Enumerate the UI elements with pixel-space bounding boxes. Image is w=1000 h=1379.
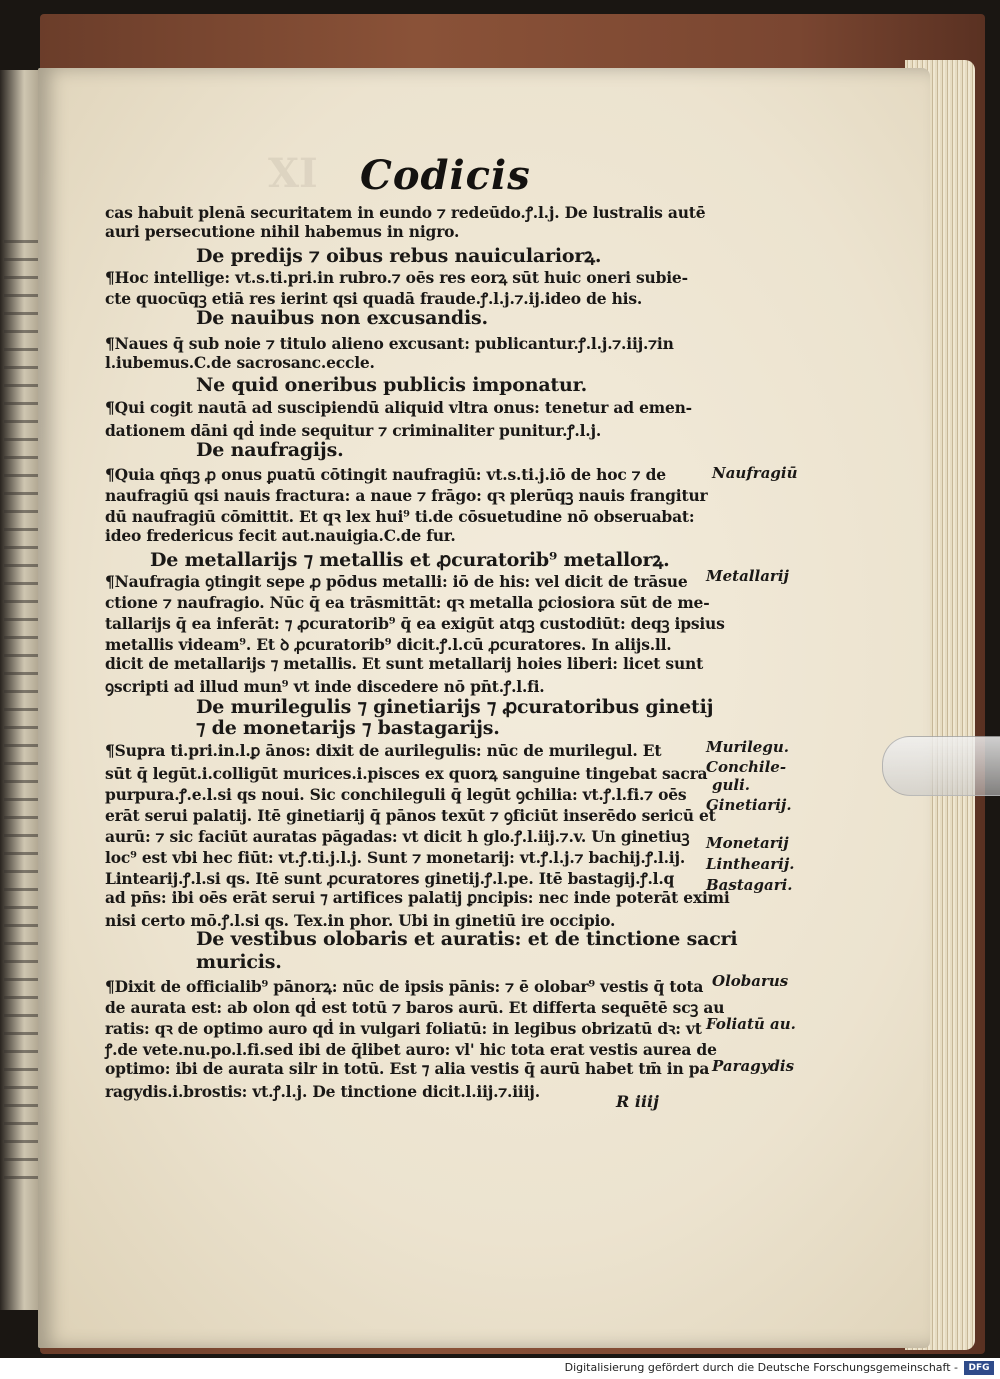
text-line: dicit de metallarijs ⁊ metallis. Et sunt metallarij hoies liberi: licet sunt xyxy=(105,654,704,673)
text-line: de aurata est: ab olon qḋ est totū ⁊ baros aurū. Et differta sequētē scꝫ au xyxy=(105,998,725,1017)
running-head: Codicis xyxy=(360,152,531,199)
section-heading: De vestibus olobaris et auratis: et de tinctione sacri xyxy=(196,928,738,950)
section-heading: De metallarijs ⁊ metallis et ꝓcuratorib⁹ metallorꝝ. xyxy=(150,549,670,571)
text-line: optimo: ibi de aurata silr in totū. Est ⁊ alia vestis q̄ aurū habet tm̄ in pa xyxy=(105,1059,710,1078)
text-line: metallis videam⁹. Et ꝺ ꝓcuratorib⁹ dicit.ꝭ.l.cū ꝓcuratores. In alijs.ll. xyxy=(105,635,672,654)
text-line: cte quocūqꝫ etiā res ierint qsi quadā fraude.ꝭ.l.j.⁊.ij.ideo de his. xyxy=(105,289,643,308)
text-line: ¶Supra ti.pri.in.l.ꝑ ānos: dixit de aurilegulis: nūc de murilegul. Et xyxy=(105,741,662,760)
text-line: dationem dāni qḋ inde sequitur ⁊ criminaliter punitur.ꝭ.l.j. xyxy=(105,421,602,440)
text-line: ꝯscripti ad illud mun⁹ vt inde discedere nō pn̄t.ꝭ.l.fi. xyxy=(105,677,545,696)
margin-note: Paragydis xyxy=(712,1057,795,1075)
margin-note: Linthearij. xyxy=(706,855,795,873)
margin-note: Conchile- xyxy=(706,758,787,776)
margin-note: Ginetiarij. xyxy=(706,796,792,814)
text-line: Lintearij.ꝭ.l.si qs. Itē sunt ꝓcuratores ginetij.ꝭ.l.pe. Itē bastagij.ꝭ.l.q xyxy=(105,869,675,888)
text-line: ratis: qꝛ de optimo auro qḋ in vulgari foliatū: in legibus obrizatū dꝛ: vt xyxy=(105,1019,702,1038)
text-line: cas habuit plenā securitatem in eundo ⁊ redeūdo.ꝭ.l.j. De lustralis autē xyxy=(105,203,706,222)
margin-note: Olobarus xyxy=(712,972,789,990)
text-line: auri persecutione nihil habemus in nigro. xyxy=(105,222,460,241)
margin-note: Bastagari. xyxy=(706,876,793,894)
text-line: ¶Quia qn̄qꝫ ꝓ onus ꝑuatū cōtingit naufragiū: vt.s.ti.j.iō de hoc ⁊ de xyxy=(105,465,666,484)
text-line: sūt q̄ legūt.i.colligūt murices.i.pisces ex quorꝝ sanguine tingebat sacra xyxy=(105,764,708,783)
section-heading: De naufragijs. xyxy=(196,439,344,461)
text-line: l.iubemus.C.de sacrosanc.eccle. xyxy=(105,353,375,372)
footer-bar xyxy=(0,1358,1000,1379)
section-heading: ⁊ de monetarijs ⁊ bastagarijs. xyxy=(196,717,500,739)
text-line: tallarijs q̄ ea inferāt: ⁊ ꝓcuratorib⁹ q̄ ea exigūt atqꝫ custodiūt: deqꝫ ipsius xyxy=(105,614,725,633)
book-page: XI xyxy=(38,68,930,1348)
text-line: purpura.ꝭ.e.l.si qs noui. Sic conchileguli q̄ legūt ꝯchilia: vt.ꝭ.l.fi.⁊ oēs xyxy=(105,785,687,804)
text-line: ¶Qui cogit nautā ad suscipiendū aliquid vltra onus: tenetur ad emen- xyxy=(105,398,692,417)
signature-mark: R iiij xyxy=(616,1092,659,1111)
section-heading: De nauibus non excusandis. xyxy=(196,307,488,329)
text-line: ctione ⁊ naufragio. Nūc q̄ ea trāsmittāt: qꝛ metalla ꝑciosiora sūt de me- xyxy=(105,593,710,612)
text-line: aurū: ⁊ sic faciūt auratas pāgadas: vt dicit h glo.ꝭ.l.iij.⁊.v. Un ginetiuꝫ xyxy=(105,827,690,846)
text-line: naufragiū qsi nauis fractura: a naue ⁊ frāgo: qꝛ plerūqꝫ nauis frangitur xyxy=(105,486,708,505)
section-heading: muricis. xyxy=(196,951,282,973)
footer-credit: Digitalisierung gefördert durch die Deutsche Forschungsgemeinschaft - xyxy=(564,1361,958,1374)
section-heading: Ne quid oneribus publicis imponatur. xyxy=(196,374,588,396)
text-line: ad pn̄s: ibi oēs erāt serui ⁊ artifices palatij ꝑncipis: nec inde poterāt eximi xyxy=(105,888,730,907)
text-line: ¶Hoc intellige: vt.s.ti.pri.in rubro.⁊ oēs res eorꝝ sūt huic oneri subie- xyxy=(105,268,688,287)
margin-note: guli. xyxy=(712,776,751,794)
section-heading: De murilegulis ⁊ ginetiarijs ⁊ ꝓcuratoribus ginetij xyxy=(196,696,714,718)
text-line: ¶Dixit de officialib⁹ pānorꝝ: nūc de ipsis pānis: ⁊ ē olobar⁹ vestis q̄ tota xyxy=(105,977,704,996)
text-line: nisi certo mō.ꝭ.l.si qs. Tex.in phor. Ubi in ginetiū ire occipio. xyxy=(105,911,616,930)
margin-note: Metallarij xyxy=(706,567,789,585)
bookmark-strip xyxy=(882,736,1000,796)
text-line: ꝭ.de vete.nu.po.l.fi.sed ibi de q̄libet auro: vl' hic tota erat vestis aurea de xyxy=(105,1040,717,1059)
dfg-logo: DFG xyxy=(964,1361,994,1375)
text-line: dū naufragiū cōmittit. Et qꝛ lex hui⁹ ti.de cōsuetudine nō obseruabat: xyxy=(105,507,695,526)
margin-note: Foliatū au. xyxy=(706,1015,796,1033)
section-heading: De predijs ⁊ oibus rebus nauiculariorꝝ. xyxy=(196,245,602,267)
text-line: loc⁹ est vbi hec fiūt: vt.ꝭ.ti.j.l.j. Sunt ⁊ monetarij: vt.ꝭ.l.j.⁊ bachij.ꝭ.l.ij. xyxy=(105,848,686,867)
margin-note: Monetarij xyxy=(706,834,789,852)
text-line: erāt serui palatij. Itē ginetiarij q̄ pānos texūt ⁊ ꝯficiūt inserēdo sericū et xyxy=(105,806,716,825)
margin-note: Naufragiū xyxy=(712,464,798,482)
text-line: ¶Naufragia ꝯtingit sepe ꝓ pōdus metalli: iō de his: vel dicit de trāsue xyxy=(105,572,688,591)
text-line: ideo fredericus fecit aut.nauigia.C.de fur. xyxy=(105,526,456,545)
text-line: ragydis.i.brostis: vt.ꝭ.l.j. De tinctione dicit.l.iij.⁊.iiij. xyxy=(105,1082,540,1101)
margin-note: Murilegu. xyxy=(706,738,789,756)
text-line: ¶Naues q̄ sub noie ⁊ titulo alieno excusant: publicantur.ꝭ.l.j.⁊.iij.⁊in xyxy=(105,334,674,353)
